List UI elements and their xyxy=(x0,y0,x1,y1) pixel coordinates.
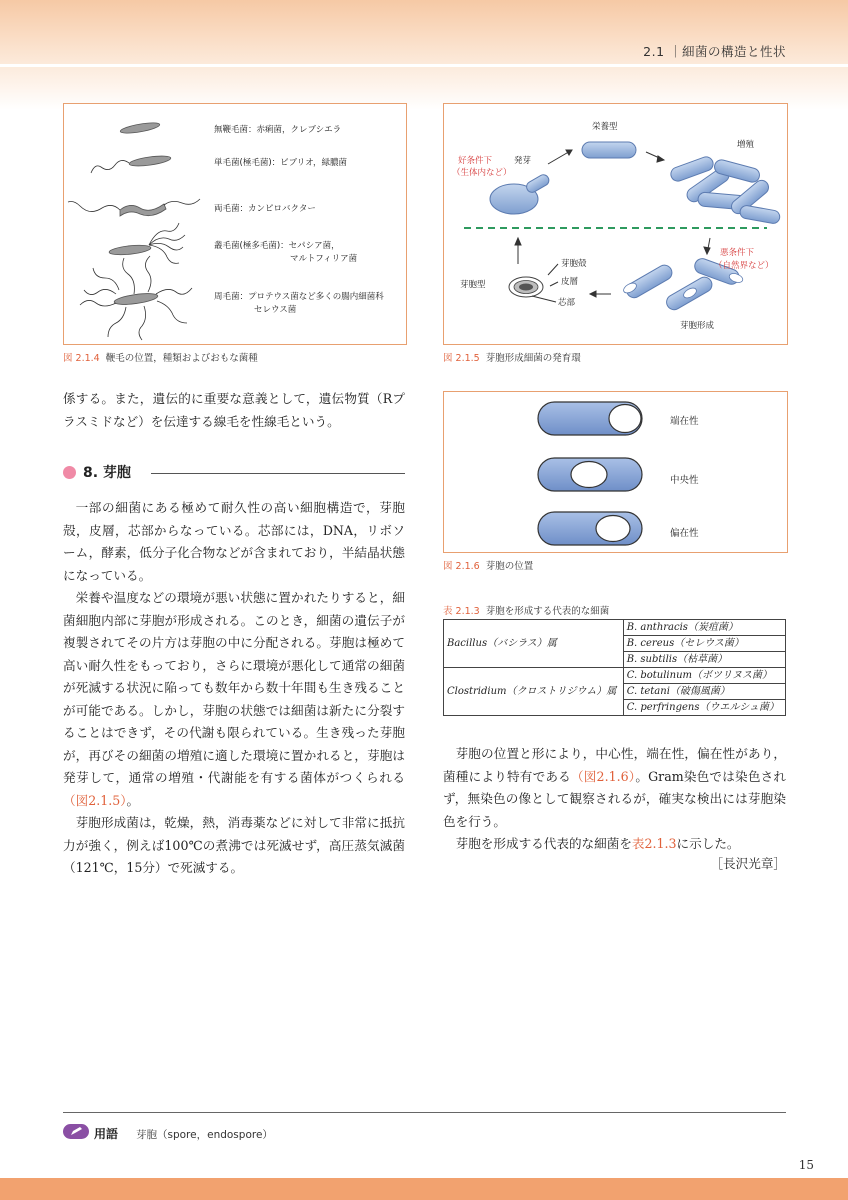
spore-bacteria-table xyxy=(443,619,786,716)
author-credit: ［長沢光章］ xyxy=(710,856,786,871)
species-cell: B. anthracis（炭疽菌） xyxy=(623,620,785,636)
label-vegetative: 栄養型 xyxy=(592,122,618,132)
table-caption xyxy=(443,603,609,617)
footer-band xyxy=(0,1178,848,1200)
paragraph-table-ref: 芽胞を形成する代表的な細菌を表2.1.3に示した。 xyxy=(455,836,740,851)
paragraph-structure: 一部の細菌にある極めて耐久性の高い細胞構造で，芽胞殻，皮層，芯部からなっている。芯部には，DNA，リボソーム，酵素，低分子化合物などが含まれており，半結晶状態になっている。 xyxy=(63,500,405,583)
species-cell: B. subtilis（枯草菌） xyxy=(623,652,785,668)
paragraph-position: 芽胞の位置と形により，中心性，端在性，偏在性があり，菌種により特有である（図2.1.6）。Gram染色では染色されず，無染色の像として観察されるが，確実な検出には芽胞染色を行う。 xyxy=(443,746,787,829)
label-good-condition: 好条件下 xyxy=(458,156,493,166)
figure-spore-cycle xyxy=(443,103,788,345)
flagella-illustration xyxy=(64,104,406,344)
spore-position-illustration xyxy=(444,392,787,552)
table-row xyxy=(444,668,786,684)
caption-text: 芽胞の位置 xyxy=(485,561,534,572)
genus-cell: Clostridium（クロストリジウム）属 xyxy=(444,668,624,716)
caption-number: 図 2.1.5 xyxy=(443,353,480,364)
caption-text: 芽胞形成細菌の発育環 xyxy=(485,353,581,364)
flagella-label-amphitrichous: 両毛菌：カンピロバクター xyxy=(214,204,316,214)
label-subterminal: 偏在性 xyxy=(670,528,699,539)
terms-text: 芽胞（spore，endospore） xyxy=(136,1129,273,1141)
label-sporulation: 芽胞形成 xyxy=(680,321,715,331)
header-rule xyxy=(0,64,848,67)
label-cortex: 皮層 xyxy=(561,277,579,287)
flagella-label-lophotrichous-2: マルトフィリア菌 xyxy=(290,254,358,264)
table-ref[interactable]: 表2.1.3 xyxy=(631,836,677,851)
section-heading xyxy=(63,461,405,485)
flagella-label-peritrichous: 周毛菌：プロテウス菌など多くの腸内細菌科 xyxy=(214,292,384,302)
species-cell: B. cereus（セレウス菌） xyxy=(623,636,785,652)
pencil-icon xyxy=(63,1124,89,1139)
label-spore-coat: 芽胞殻 xyxy=(561,259,587,269)
flagella-label-lophotrichous: 叢毛菌(極多毛菌)：セパシア菌， xyxy=(214,241,340,251)
caption-number: 図 2.1.4 xyxy=(63,353,100,364)
figure-spore-position xyxy=(443,391,788,553)
figure-ref[interactable]: （図2.1.6） xyxy=(570,768,636,784)
species-cell: C. tetani（破傷風菌） xyxy=(623,684,785,700)
section-bullet-icon xyxy=(63,466,76,479)
table-row xyxy=(444,620,786,636)
section-title: 8. 芽胞 xyxy=(83,465,131,481)
label-proliferation: 増殖 xyxy=(737,140,755,150)
caption-number: 図 2.1.6 xyxy=(443,561,480,572)
species-cell: C. perfringens（ウエルシュ菌） xyxy=(623,700,785,716)
label-central: 中央性 xyxy=(670,475,699,486)
label-core: 芯部 xyxy=(558,298,576,308)
paragraph-formation: 栄養や温度などの環境が悪い状態に置かれたりすると，細菌細胞内部に芽胞が形成される。このとき，細菌の遺伝子が複製されてその片方は芽胞の中に分配される。芽胞は極めて高い耐久性をもっており，さらに環境が悪化して通常の細菌が死滅する状況に陥っても数年から数十年間も生き残ることが可能である。しかし，芽胞の状態では細菌は新たに分裂することはできず，その代謝も限られている。生き残った芽胞が，再びその細菌の増殖に適した環境に置かれると，芽胞は発芽して，通常の増殖・代謝能を有する菌体がつくられる（図2.1.5）。 xyxy=(63,590,405,808)
figure-ref[interactable]: （図2.1.5） xyxy=(63,792,127,808)
caption-text: 芽胞を形成する代表的な細菌 xyxy=(485,606,610,617)
left-body xyxy=(63,497,405,880)
terms-rule xyxy=(63,1112,786,1113)
intro-paragraph xyxy=(63,388,405,433)
caption-number: 表 2.1.3 xyxy=(443,606,480,617)
label-germination: 発芽 xyxy=(514,156,532,166)
label-spore-type: 芽胞型 xyxy=(460,280,486,290)
flagella-label-monotrichous: 単毛菌(極毛菌)：ビブリオ，緑膿菌 xyxy=(214,158,347,168)
intro-text: 係する。また，遺伝的に重要な意義として，遺伝物質（Rプラスミドなど）を伝達する線毛を性線毛という。 xyxy=(63,391,405,429)
figure-caption-216 xyxy=(443,558,533,572)
label-bad-condition-2: （自然界など） xyxy=(714,261,774,271)
section-rule xyxy=(151,473,405,474)
label-terminal: 端在性 xyxy=(670,416,699,427)
caption-text: 鞭毛の位置，種類およびおもな菌種 xyxy=(105,353,258,364)
flagella-label-peritrichous-2: セレウス菌 xyxy=(254,305,297,315)
spore-cycle-illustration xyxy=(444,104,787,344)
paragraph-resistance: 芽胞形成菌は，乾燥，熱，消毒薬などに対して非常に抵抗力が強く，例えば100℃の煮沸では死滅せず，高圧蒸気滅菌（121℃，15分）で死滅する。 xyxy=(63,815,405,875)
running-title: 2.1 ｜細菌の構造と性状 xyxy=(643,44,786,59)
flagella-label-atrichous: 無鞭毛菌：赤痢菌，クレブシエラ xyxy=(214,125,342,135)
right-body xyxy=(443,743,786,856)
page-number: 15 xyxy=(798,1158,814,1172)
pencil-glyph xyxy=(63,1124,89,1139)
label-bad-condition: 悪条件下 xyxy=(720,248,755,258)
species-cell: C. botulinum（ボツリヌス菌） xyxy=(623,668,785,684)
figure-caption-215 xyxy=(443,350,581,364)
figure-flagella xyxy=(63,103,407,345)
genus-cell: Bacillus（バシラス）属 xyxy=(444,620,624,668)
figure-caption-214 xyxy=(63,350,258,364)
label-good-condition-2: （生体内など） xyxy=(452,168,512,178)
terms-label: 用語 xyxy=(94,1127,119,1141)
